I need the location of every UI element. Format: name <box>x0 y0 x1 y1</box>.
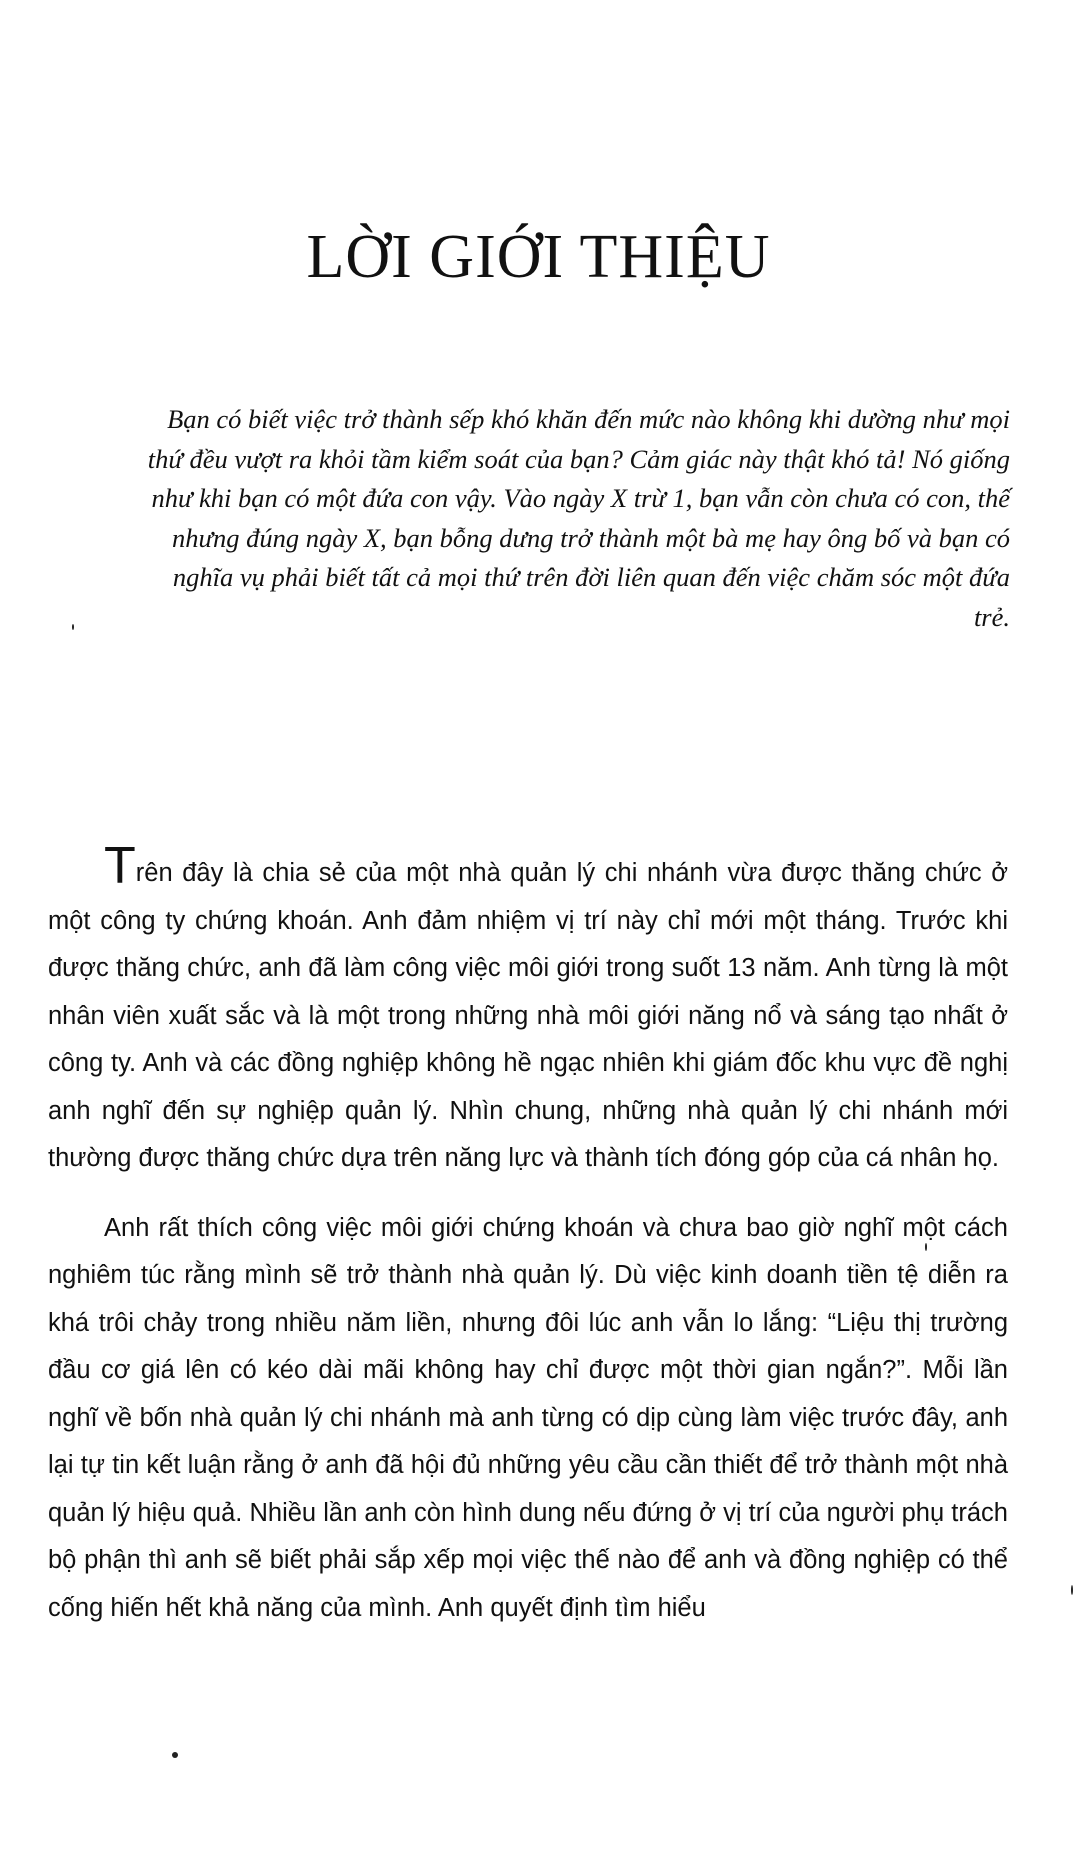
body-text <box>48 837 1008 1632</box>
scan-speck <box>925 1243 927 1251</box>
scan-speck <box>72 624 74 630</box>
paragraph-1 <box>48 837 1008 1183</box>
scan-speck <box>172 1752 178 1758</box>
paragraph-2: Anh rất thích công việc môi giới chứng khoán và chưa bao giờ nghĩ một cách nghiêm túc rằng mình sẽ trở thành nhà quản lý. Dù việc kinh doanh tiền tệ diễn ra khá trôi chảy trong nhiều năm liền, nhưng đôi lúc anh vẫn lo lắng: “Liệu thị trường đầu cơ giá lên có kéo dài mãi không hay chỉ được một thời gian ngắn?”. Mỗi lần nghĩ về bốn nhà quản lý chi nhánh mà anh từng có dịp cùng làm việc trước đây, anh lại tự tin kết luận rằng ở anh đã hội đủ những yêu cầu cần thiết để trở thành một nhà quản lý hiệu quả. Nhiều lần anh còn hình dung nếu đứng ở vị trí của người phụ trách bộ phận thì anh sẽ biết phải sắp xếp mọi việc thế nào để anh và đồng nghiệp có thể cống hiến hết khả năng của mình. Anh quyết định tìm hiểu <box>48 1213 1008 1622</box>
chapter-title: LỜI GIỚI THIỆU <box>306 223 771 291</box>
paragraph-1-text: rên đây là chia sẻ của một nhà quản lý chi nhánh vừa được thăng chức ở một công ty chứng khoán. Anh đảm nhiệm vị trí này chỉ mới một tháng. Trước khi được thăng chức, anh đã làm công việc môi giới trong suốt 13 năm. Anh từng là một nhân viên xuất sắc và là một trong những nhà môi giới năng nổ và sáng tạo nhất ở công ty. Anh và các đồng nghiệp không hề ngạc nhiên khi giám đốc khu vực đề nghị anh nghĩ đến sự nghiệp quản lý. Nhìn chung, những nhà quản lý chi nhánh mới thường được thăng chức dựa trên năng lực và thành tích đóng góp của cá nhân họ. <box>48 859 1008 1172</box>
epigraph-quote: Bạn có biết việc trở thành sếp khó khăn đến mức nào không khi dường như mọi thứ đều vượt ra khỏi tầm kiểm soát của bạn? Cảm giác này thật khó tả! Nó giống như khi bạn có một đứa con vậy. Vào ngày X trừ 1, bạn vẫn còn chưa có con, thế nhưng đúng ngày X, bạn bỗng dưng trở thành một bà mẹ hay ông bố và bạn có nghĩa vụ phải biết tất cả mọi thứ trên đời liên quan đến việc chăm sóc một đứa trẻ. <box>147 404 1010 632</box>
scan-speck <box>1071 1585 1073 1595</box>
drop-cap-letter: T <box>104 837 136 895</box>
